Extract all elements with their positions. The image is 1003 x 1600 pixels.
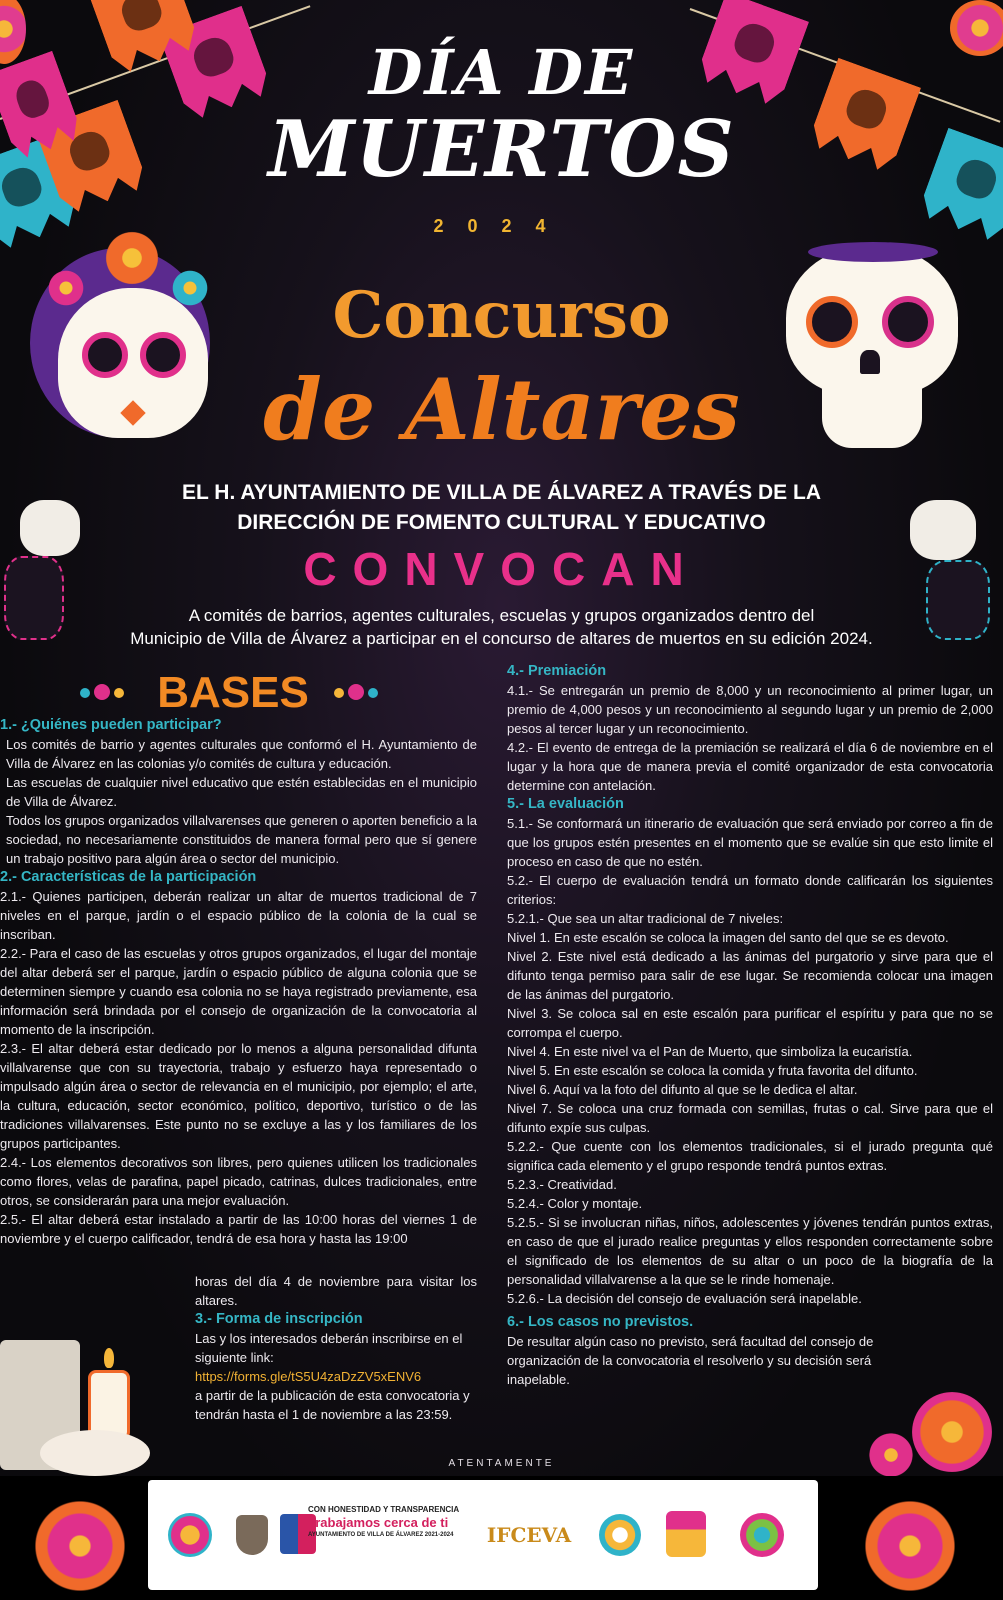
- slogan-big: Trabajamos cerca de ti: [308, 1515, 449, 1530]
- title-concurso: Concurso: [332, 278, 671, 353]
- level-3: Nivel 3. Se coloca sal en este escalón para purificar el espíritu y para que no se corrompa el cuerpo.: [507, 1006, 993, 1040]
- section-6-p1: De resultar algún caso no previsto, será facultad del consejo de organización de la convocatoria el resolverlo y su decisión será inapelable.: [507, 1334, 874, 1387]
- level-4: Nivel 4. En este nivel va el Pan de Muerto, que simboliza la eucaristía.: [507, 1044, 913, 1059]
- registration-link[interactable]: https://forms.gle/tS5U4zaDzZV5xENV6: [195, 1369, 422, 1384]
- level-6: Nivel 6. Aquí va la foto del difunto al que se le dedica el altar.: [507, 1082, 858, 1097]
- footer-flower-right: [860, 1496, 960, 1596]
- section-5-p7: 5.2.5.- Si se involucran niñas, niños, adolescentes y jóvenes tendrán puntos extras, en caso de que el jurado realice preguntas y ellos responden correctamente sobre el significado de los elementos de su altar o un poco de la biografía de la personalidad villalvarense a la que se le rinde homenaje.: [507, 1215, 993, 1287]
- level-2: Nivel 2. Este nivel está dedicado a las ánimas del purgatorio y sirve para que el difunto tenga permiso para salir de ese lugar. Se recomienda colocar una imagen de las ánimas del purgatorio.: [507, 949, 993, 1002]
- section-5-p4: 5.2.2.- Que cuente con los elementos tradicionales, si el jurado pregunta qué significa cada elemento y el grupo responde tendrá puntos extras.: [507, 1139, 993, 1173]
- section-4-p2: 4.2.- El evento de entrega de la premiación se realizará el día 6 de noviembre en el lugar y la hora que de manera previa el comité organizador de esta convocatoria determine con antelación.: [507, 740, 993, 793]
- logo-tradicion: [596, 1500, 644, 1570]
- ornament-right: [326, 682, 382, 704]
- bases-middle-column: [195, 1272, 477, 1424]
- section-2-p3: 2.3.- El altar deberá estar dedicado por lo menos a alguna personalidad difunta villalvarense que con su trayectoria, trabajo y esfuerzo haya representado o impulsado algún área o sector de relevancia en el municipio, por ejemplo; el arte, la cultura, educación, sector económico, político, deportivo, turístico o de las tradiciones villalvarenses. Este punto no se excluye a las y los familiares de los grupos participantes.: [0, 1041, 477, 1151]
- bases-left-column: [0, 716, 477, 1248]
- section-heading-3: 3.- Forma de inscripción: [195, 1311, 363, 1327]
- organizer-line-2: DIRECCIÓN DE FOMENTO CULTURAL Y EDUCATIVO: [237, 511, 766, 534]
- section-5-p6: 5.2.4.- Color y montaje.: [507, 1196, 643, 1211]
- logo-entornos-seguros: [732, 1498, 792, 1572]
- logo-villa-de-alvarez-shield: [232, 1500, 272, 1570]
- footer-flower-left: [30, 1496, 130, 1596]
- section-4-p1: 4.1.- Se entregarán un premio de 8,000 y un reconocimiento al primer lugar, un premio de 4,000 pesos y un reconocimiento al segundo lugar y un premio de 2,000 pesos al tercer lugar y un reconocimiento.: [507, 683, 993, 736]
- section-heading-5: 5.- La evaluación: [507, 796, 624, 812]
- section-2-p4: 2.4.- Los elementos decorativos son libres, pero quienes utilicen los tradicionales como flores, velas de parafina, papel picado, catrinas, dulces tradicionales, entre otros, se considerarán para una mejor evaluación.: [0, 1155, 477, 1208]
- section-heading-4: 4.- Premiación: [507, 663, 607, 679]
- atentamente-label: ATENTAMENTE: [448, 1458, 555, 1469]
- logo-ifceva: [484, 1504, 574, 1566]
- section-2-p5-continued: horas del día 4 de noviembre para visitar los altares.: [195, 1274, 477, 1308]
- title-muertos: MUERTOS: [268, 104, 735, 195]
- sponsor-logo-strip: [148, 1480, 818, 1590]
- section-5-p1: 5.1.- Se conformará un itinerario de evaluación que será enviado por correo a fin de que los grupos estén presentes en el momento que se evalúe sin que esto limite el proceso en caso de que no estén.: [507, 816, 993, 869]
- section-2-p5: 2.5.- El altar deberá estar instalado a partir de las 10:00 horas del viernes 1 de noviembre y el cuerpo calificador, tendrá de esa hora y hasta las 19:00: [0, 1212, 477, 1246]
- organizer-heading: [0, 478, 1003, 538]
- section-5-p5: 5.2.3.- Creatividad.: [507, 1177, 617, 1192]
- shield-icon: [236, 1515, 268, 1555]
- section-heading-1: 1.- ¿Quiénes pueden participar?: [0, 717, 222, 733]
- section-heading-2: 2.- Características de la participación: [0, 869, 257, 885]
- slogan-small: CON HONESTIDAD Y TRANSPARENCIA: [308, 1505, 460, 1514]
- section-heading-6: 6.- Los casos no previstos.: [507, 1314, 694, 1330]
- ifceva-text: IFCEVA: [486, 1523, 572, 1547]
- section-3-p2: a partir de la publicación de esta convocatoria y tendrán hasta el 1 de noviembre a las 23:59.: [195, 1388, 470, 1422]
- marigold-flower: [866, 1430, 916, 1480]
- organizer-line-1: EL H. AYUNTAMIENTO DE VILLA DE ÁLVAREZ A TRAVÉS DE LA: [182, 481, 821, 504]
- level-1: Nivel 1. En este escalón se coloca la imagen del santo del que se es devoto.: [507, 930, 949, 945]
- logo-cultura: [160, 1500, 220, 1570]
- section-1-item-c: Todos los grupos organizados villalvarenses que generen o aporten beneficio a la sociedad, no necesariamente constituidos de manera formal pero que sí genere un trabajo positivo para algún área o sector del municipio.: [6, 813, 477, 866]
- slogan-block: [308, 1504, 478, 1539]
- intro-line-1: A comités de barrios, agentes culturales, escuelas y grupos organizados dentro del: [188, 606, 815, 625]
- title-dia-de: DÍA DE: [368, 36, 635, 109]
- intro-line-2: Municipio de Villa de Álvarez a participar en el concurso de altares de muertos en su edición 2024.: [130, 629, 873, 648]
- logo-la-villa: [660, 1496, 712, 1572]
- altar-candles-decoration: [0, 1320, 190, 1476]
- section-2-p1: 2.1.- Quienes participen, deberán realizar un altar de muertos tradicional de 7 niveles en el parque, jardín o el espacio público de la colonia de la cual se inscriban.: [0, 889, 477, 942]
- la-villa-icon: [666, 1511, 706, 1557]
- level-7: Nivel 7. Se coloca una cruz formada con semillas, frutas o cal. Sirve para que el difunto expíe sus culpas.: [507, 1101, 993, 1135]
- section-5-p2: 5.2.- El cuerpo de evaluación tendrá un formato donde calificarán los siguientes criterios:: [507, 873, 993, 907]
- slogan-sub: AYUNTAMIENTO DE VILLA DE ÁLVAREZ 2021-2024: [308, 1532, 454, 1538]
- logo-cultura-icon: [168, 1513, 212, 1557]
- level-5: Nivel 5. En este escalón se coloca la comida y fruta favorita del difunto.: [507, 1063, 918, 1078]
- section-5-p3: 5.2.1.- Que sea un altar tradicional de 7 niveles:: [507, 911, 784, 926]
- intro-text: [0, 604, 1003, 650]
- section-3-p1: Las y los interesados deberán inscribirse en el siguiente link:: [195, 1331, 463, 1365]
- section-5-p8: 5.2.6.- La decisión del consejo de evaluación será inapelable.: [507, 1291, 862, 1306]
- section-1-item-b: Las escuelas de cualquier nivel educativo que estén establecidas en el municipio de Villa de Álvarez.: [6, 775, 477, 809]
- title-altares: de Altares: [263, 360, 740, 459]
- convocan-title: CONVOCAN: [303, 543, 700, 595]
- section-2-p2: 2.2.- Para el caso de las escuelas y otros grupos organizados, el lugar del montaje del altar deberá ser el parque, jardín o espacio público de alguna colonia que se determinen siempre y cuando esa colonia no se haya registrado previamente, esa información será brindada por el consejo de organización de la convocatoria al momento de la inscripción.: [0, 946, 477, 1037]
- bases-right-column: [507, 662, 993, 1389]
- section-1-item-a: Los comités de barrio y agentes culturales que conformó el H. Ayuntamiento de Villa de Álvarez en las colonias y/o comités de cultura y educación.: [6, 737, 477, 771]
- tradicion-icon: [599, 1514, 641, 1556]
- title-year: 2024: [433, 216, 570, 236]
- bases-title: BASES: [157, 668, 309, 717]
- entornos-icon: [740, 1513, 784, 1557]
